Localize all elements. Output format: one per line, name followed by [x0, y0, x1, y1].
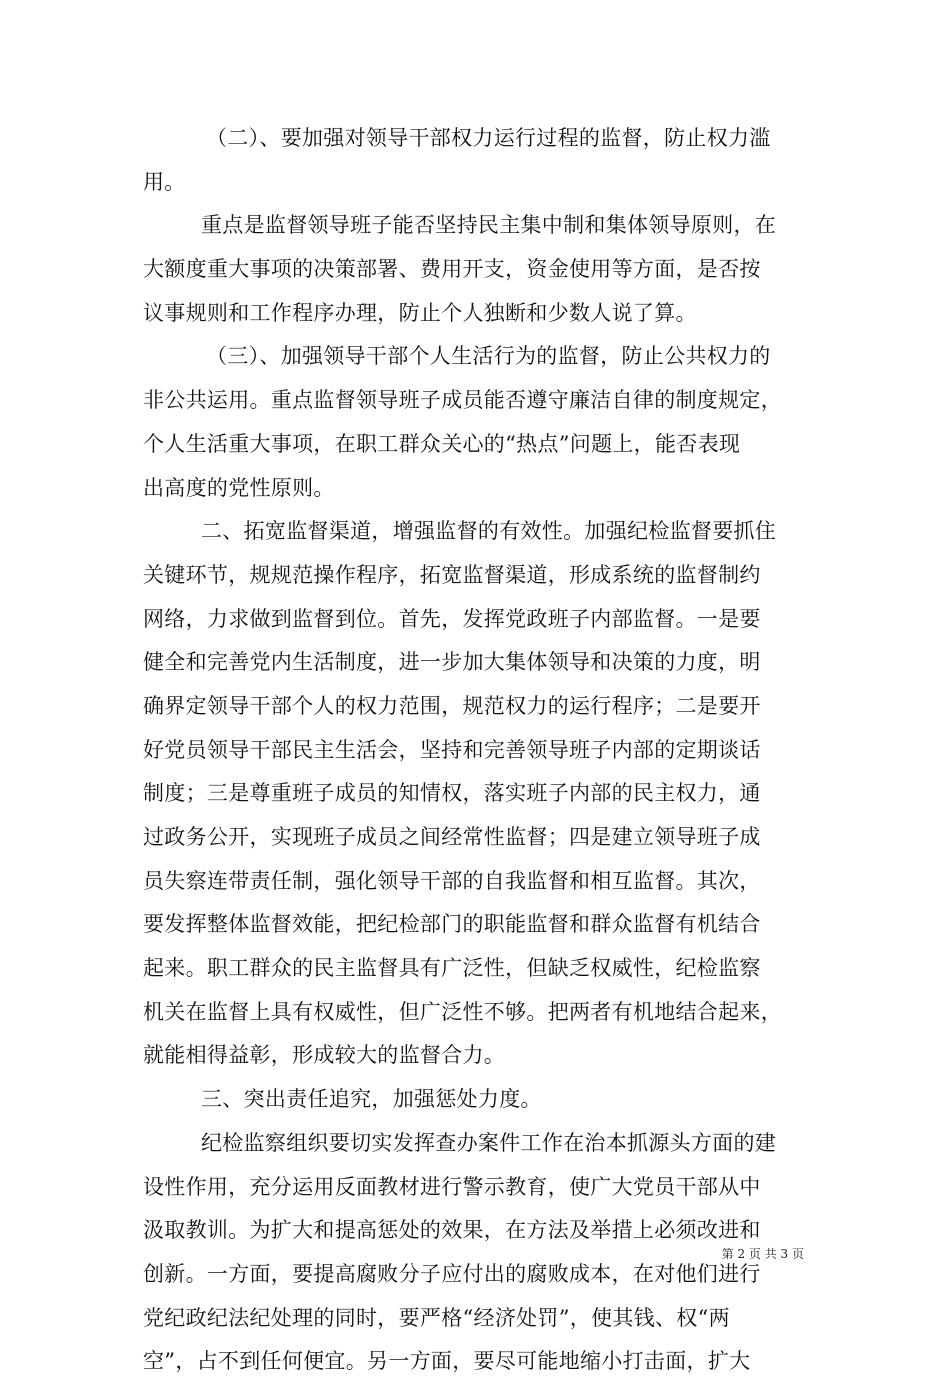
text-line: 关键环节，规规范操作程序，拓宽监督渠道，形成系统的监督制约	[143, 562, 761, 587]
text-line: 起来。职工群众的民主监督具有广泛性，但缺乏权威性，纪检监察	[143, 956, 761, 981]
text-line: 二、拓宽监督渠道，增强监督的有效性。加强纪检监督要抓住	[201, 519, 777, 544]
document-body	[143, 117, 811, 1384]
text-line: （三）、加强领导干部个人生活行为的监督，防止公共权力的	[206, 344, 771, 369]
text-line: 非公共运用。重点监督领导班子成员能否遵守廉洁自律的制度规定，	[143, 388, 782, 413]
text-line: 设性作用，充分运用反面教材进行警示教育，使广大党员干部从中	[143, 1174, 761, 1199]
text-line: 纪检监察组织要切实发挥查办案件工作在治本抓源头方面的建	[201, 1130, 777, 1155]
text-line: 汲取教训。为扩大和提高惩处的效果，在方法及举措上必须改进和	[143, 1218, 761, 1243]
text-line: 就能相得益彰，形成较大的监督合力。	[143, 1043, 506, 1068]
text-line: 机关在监督上具有权威性，但广泛性不够。把两者有机地结合起来，	[143, 999, 782, 1024]
text-line: 健全和完善党内生活制度，进一步加大集体领导和决策的力度，明	[143, 650, 761, 675]
text-line: 过政务公开，实现班子成员之间经常性监督；四是建立领导班子成	[143, 825, 761, 849]
text-line: 出高度的党性原则。	[143, 475, 335, 500]
text-line: 好党员领导干部民主生活会，坚持和完善领导班子内部的定期谈话	[143, 737, 761, 762]
text-line: （二）、要加强对领导干部权力运行过程的监督，防止权力滥	[206, 126, 771, 150]
text-line: 员失察连带责任制，强化领导干部的自我监督和相互监督。其次，	[143, 868, 761, 893]
text-line: 大额度重大事项的决策部署、费用开支，资金使用等方面，是否按	[143, 257, 761, 282]
text-line: 三、突出责任追究，加强惩处力度。	[201, 1087, 542, 1112]
page-number-footer: 第 2 页 共 3 页	[721, 1247, 804, 1261]
text-line: 创新。一方面，要提高腐败分子应付出的腐败成本，在对他们进行	[143, 1261, 761, 1286]
text-line: 要发挥整体监督效能，把纪检部门的职能监督和群众监督有机结合	[143, 912, 761, 937]
text-line: 空”，占不到任何便宜。另一方面，要尽可能地缩小打击面，扩大	[143, 1349, 751, 1374]
text-line: 制度；三是尊重班子成员的知情权，落实班子内部的民主权力，通	[143, 781, 761, 806]
text-line: 个人生活重大事项，在职工群众关心的“热点”问题上，能否表现	[143, 431, 741, 456]
text-line: 确界定领导干部个人的权力范围，规范权力的运行程序；二是要开	[143, 693, 761, 718]
text-line: 重点是监督领导班子能否坚持民主集中制和集体领导原则，在	[201, 213, 777, 238]
text-line: 议事规则和工作程序办理，防止个人独断和少数人说了算。	[143, 300, 697, 325]
text-line: 网络，力求做到监督到位。首先，发挥党政班子内部监督。一是要	[143, 606, 761, 631]
text-line: 党纪政纪法纪处理的同时，要严格“经济处罚”，使其钱、权“两	[143, 1305, 730, 1330]
text-line: 用。	[143, 169, 186, 194]
